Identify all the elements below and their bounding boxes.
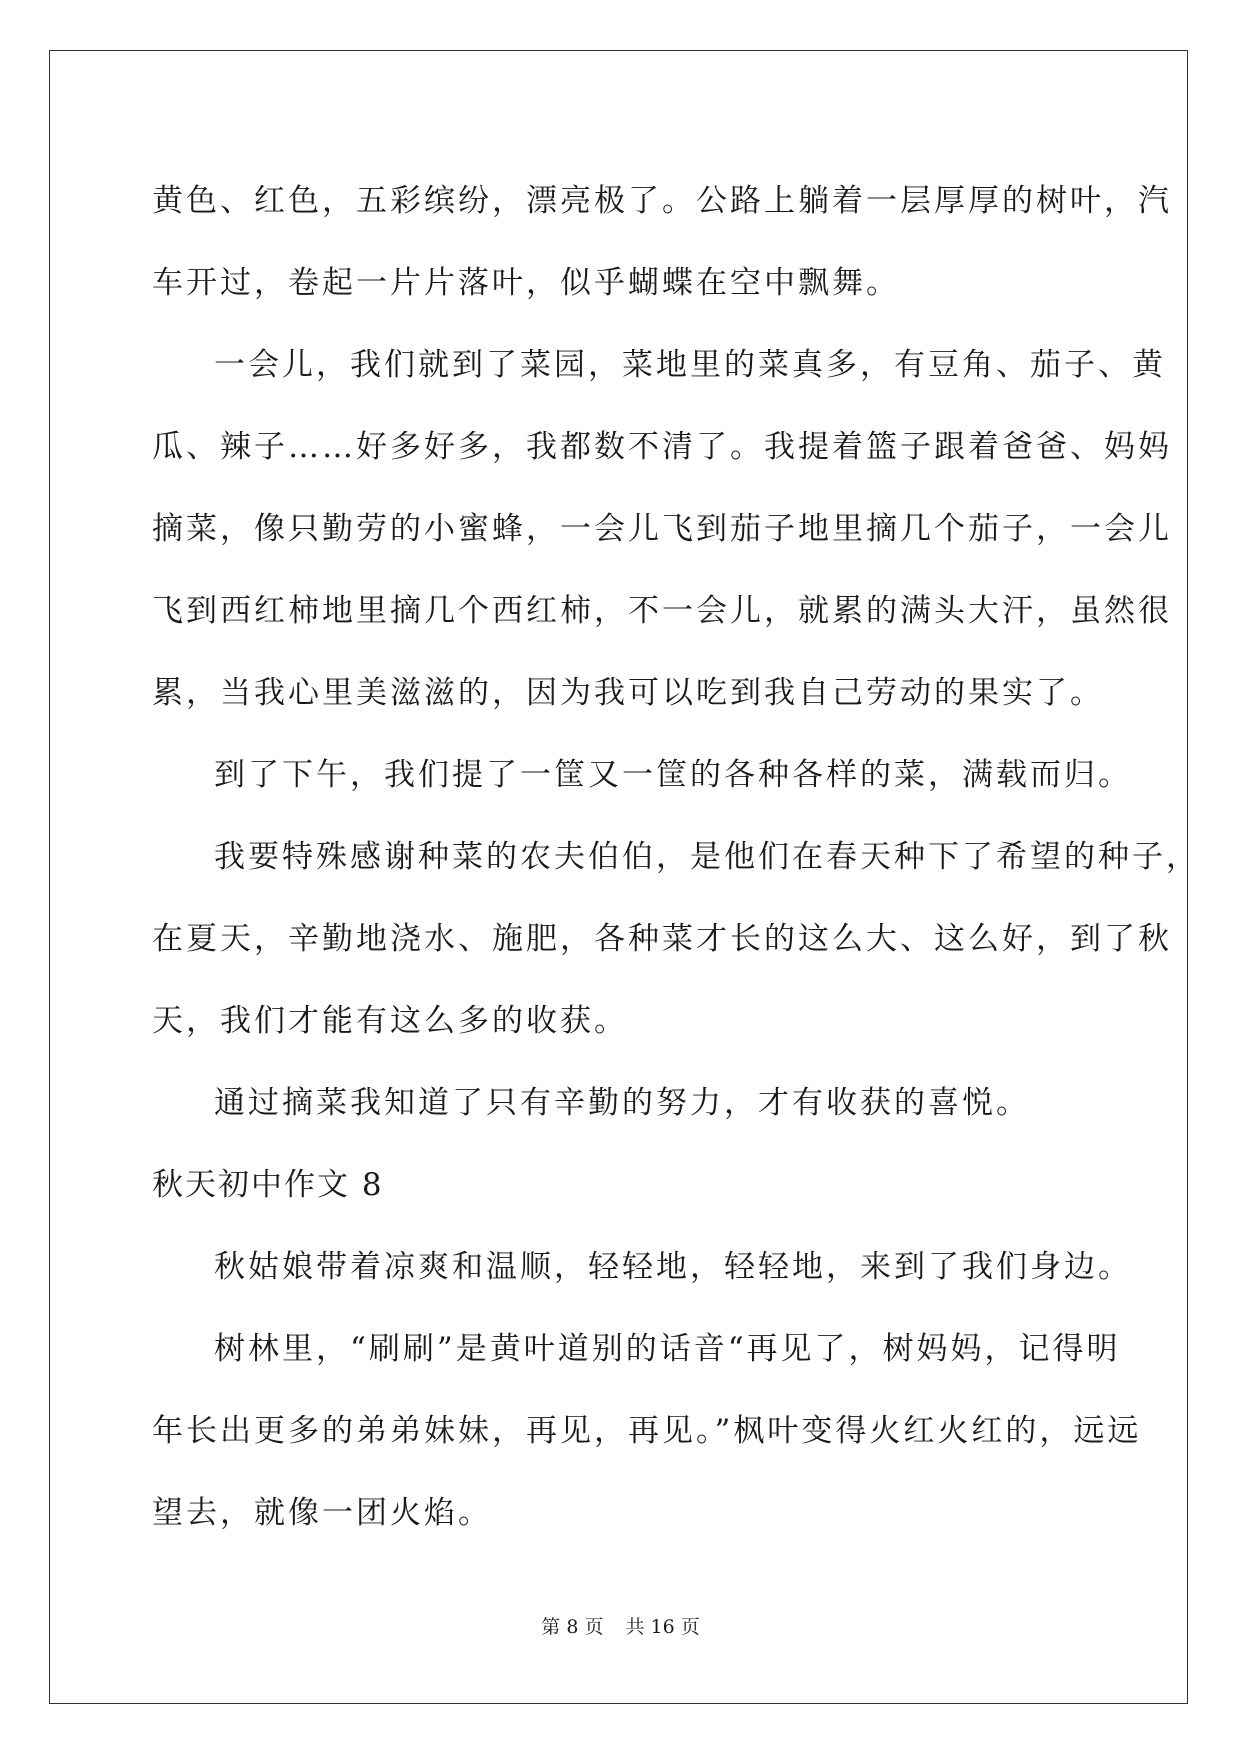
page-total: 共 16 页	[625, 1616, 700, 1638]
text-line: 累，当我心里美滋滋的，因为我可以吃到我自己劳动的果实了。	[152, 675, 1104, 711]
page-number: 第 8 页	[541, 1616, 604, 1638]
paragraph-start-line: 我要特殊感谢种菜的农夫伯伯，是他们在春天种下了希望的种子，	[214, 839, 1200, 875]
text-line: 黄色、红色，五彩缤纷，漂亮极了。公路上躺着一层厚厚的树叶，汽	[152, 183, 1172, 219]
text-line: 飞到西红柿地里摘几个西红柿，不一会儿，就累的满头大汗，虽然很	[152, 593, 1172, 629]
text-line: 天，我们才能有这么多的收获。	[152, 1003, 628, 1039]
document-body	[152, 160, 1200, 1554]
page-footer	[0, 1612, 1241, 1639]
paragraph-start-line: 一会儿，我们就到了菜园，菜地里的菜真多，有豆角、茄子、黄	[214, 347, 1166, 383]
text-line: 车开过，卷起一片片落叶，似乎蝴蝶在空中飘舞。	[152, 265, 900, 301]
text-line: 望去，就像一团火焰。	[152, 1495, 492, 1531]
text-line: 年长出更多的弟弟妹妹，再见，再见。”枫叶变得火红火红的，远远	[152, 1413, 1142, 1449]
paragraph-start-line: 树林里，“刷刷”是黄叶道别的话音“再见了，树妈妈，记得明	[214, 1331, 1121, 1367]
text-line: 瓜、辣子……好多好多，我都数不清了。我提着篮子跟着爸爸、妈妈	[152, 429, 1172, 465]
paragraph-start-line: 秋姑娘带着凉爽和温顺，轻轻地，轻轻地，来到了我们身边。	[214, 1249, 1132, 1285]
paragraph-start-line: 到了下午，我们提了一筐又一筐的各种各样的菜，满载而归。	[214, 757, 1132, 793]
text-line: 摘菜，像只勤劳的小蜜蜂，一会儿飞到茄子地里摘几个茄子，一会儿	[152, 511, 1172, 547]
text-line: 在夏天，辛勤地浇水、施肥，各种菜才长的这么大、这么好，到了秋	[152, 921, 1172, 957]
paragraph-start-line: 通过摘菜我知道了只有辛勤的努力，才有收获的喜悦。	[214, 1085, 1030, 1121]
section-heading: 秋天初中作文 8	[152, 1167, 384, 1203]
